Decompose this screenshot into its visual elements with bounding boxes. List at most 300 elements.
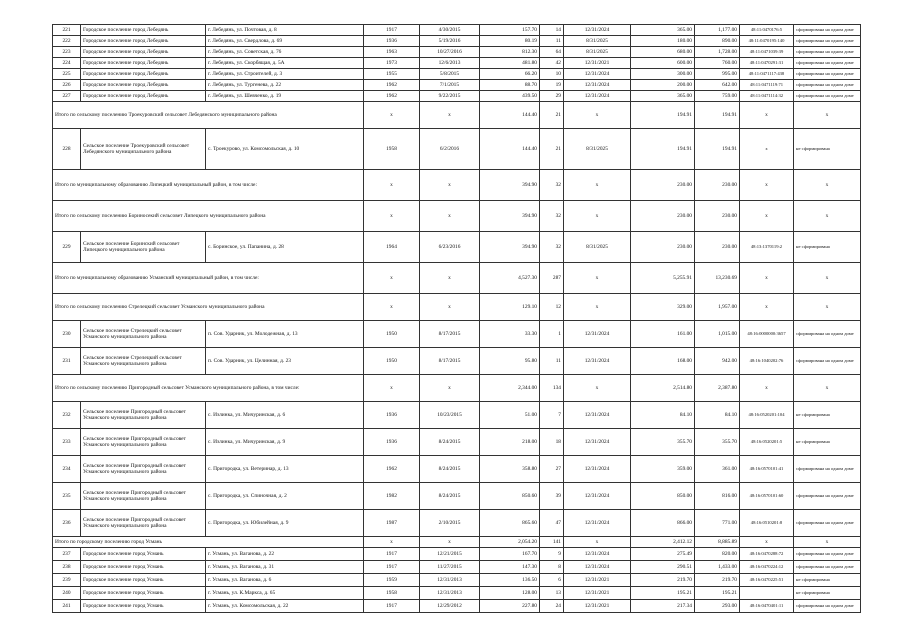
table-cell xyxy=(740,587,794,600)
table-cell: 4/30/2015 xyxy=(420,25,480,36)
total-cell: x xyxy=(740,263,794,294)
table-cell: 680.00 xyxy=(631,47,695,58)
table-cell: 394.90 xyxy=(480,232,540,263)
table-cell: с. Излинка, ул. Мичуринская, д. 9 xyxy=(206,429,364,456)
table-cell: 12/31/2024 xyxy=(564,510,631,537)
table-cell: 48:11:0470291:31 xyxy=(740,58,794,69)
table-cell: 228 xyxy=(53,129,81,170)
table-row xyxy=(53,69,861,80)
table-row xyxy=(53,321,861,348)
total-cell: x xyxy=(364,375,420,402)
table-cell: 1982 xyxy=(364,483,420,510)
table-cell: 8/24/2015 xyxy=(420,456,480,483)
table-cell: 890.00 xyxy=(695,36,740,47)
table-cell: 9/22/2015 xyxy=(420,91,480,102)
table-cell: 48:11:0471114:32 xyxy=(740,91,794,102)
total-row xyxy=(53,102,861,129)
table-cell: 230 xyxy=(53,321,81,348)
table-cell: 481.80 xyxy=(480,58,540,69)
table-cell: 5/19/2016 xyxy=(420,36,480,47)
table-cell: 194.91 xyxy=(631,129,695,170)
table-cell: 241 xyxy=(53,600,81,613)
total-cell: x xyxy=(364,102,420,129)
total-cell: 2,514.80 xyxy=(631,375,695,402)
table-cell: 48:16:0470224:12 xyxy=(740,561,794,574)
table-cell: не сформирована xyxy=(794,129,861,170)
table-cell: 1950 xyxy=(364,321,420,348)
total-cell: 129.10 xyxy=(480,294,540,321)
table-cell: п. Сов. Ударник, ул. Целинная, д. 23 xyxy=(206,348,364,375)
table-cell: 48:16:0570101:60 xyxy=(740,483,794,510)
table-row xyxy=(53,510,861,537)
total-cell: x xyxy=(420,263,480,294)
table-cell: 1973 xyxy=(364,58,420,69)
table-cell: 5/8/2015 xyxy=(420,69,480,80)
table-cell: 21 xyxy=(540,129,564,170)
table-cell: 439.50 xyxy=(480,91,540,102)
table-cell: 2/10/2015 xyxy=(420,510,480,537)
table-cell: 88.70 xyxy=(480,80,540,91)
table-cell: не сформирована xyxy=(794,574,861,587)
table-cell: 1958 xyxy=(364,129,420,170)
table-cell: 12/29/2012 xyxy=(420,600,480,613)
total-cell: 194.91 xyxy=(631,102,695,129)
table-cell: 237 xyxy=(53,548,81,561)
total-cell: 13,230.69 xyxy=(695,263,740,294)
table-cell: 1987 xyxy=(364,510,420,537)
table-cell: 236 xyxy=(53,510,81,537)
table-cell: 1950 xyxy=(364,348,420,375)
table-cell: 293.00 xyxy=(695,600,740,613)
table-cell: 48:16:0520201:104 xyxy=(740,402,794,429)
table-cell: 355.70 xyxy=(695,429,740,456)
table-cell: 48:11:0470195:140 xyxy=(740,36,794,47)
table-cell: сформирована на одном доме xyxy=(794,80,861,91)
total-cell: x xyxy=(564,170,631,201)
total-cell: 194.91 xyxy=(695,102,740,129)
table-cell: 227.80 xyxy=(480,600,540,613)
table-cell: 12/31/2024 xyxy=(564,321,631,348)
table-cell: x xyxy=(740,129,794,170)
total-cell: x xyxy=(794,537,861,548)
total-cell: x xyxy=(794,375,861,402)
table-cell: 1955 xyxy=(364,69,420,80)
table-cell: 48:11:0470176:5 xyxy=(740,25,794,36)
total-label: Итого по сельскому поселению Пригородный сельсовет Усманского муниципального района, в том числе: xyxy=(53,375,364,402)
table-cell: 161.00 xyxy=(631,321,695,348)
total-cell: 2,387.80 xyxy=(695,375,740,402)
table-cell: 8/24/2015 xyxy=(420,429,480,456)
total-cell: 2,344.00 xyxy=(480,375,540,402)
table-cell: с. Пригородка, ул. Спиночная, д. 2 xyxy=(206,483,364,510)
table-row xyxy=(53,58,861,69)
table-cell: сформирована на одном доме xyxy=(794,483,861,510)
table-cell: сформирована на одном доме xyxy=(794,548,861,561)
table-row xyxy=(53,456,861,483)
table-row xyxy=(53,548,861,561)
table-cell: 217.34 xyxy=(631,600,695,613)
total-cell: x xyxy=(564,102,631,129)
table-cell: сформирована на одном доме xyxy=(794,91,861,102)
total-label: Итого по сельскому поселению Стрелецкий сельсовет Усманского муниципального района xyxy=(53,294,364,321)
total-cell: x xyxy=(794,201,861,232)
total-label: Итого по муниципальному образованию Усманский муниципальный район, в том числе: xyxy=(53,263,364,294)
table-cell: 195.21 xyxy=(695,587,740,600)
table-row xyxy=(53,80,861,91)
table-cell: 8/31/2025 xyxy=(564,36,631,47)
table-cell: Городское поселение город Усмань xyxy=(81,561,206,574)
table-cell: г. Усмань, ул. Комсомольская, д. 22 xyxy=(206,600,364,613)
table-cell: 12/21/2015 xyxy=(420,548,480,561)
table-cell: Городское поселение город Усмань xyxy=(81,574,206,587)
table-cell: 12/31/2021 xyxy=(564,600,631,613)
table-cell: 42 xyxy=(540,58,564,69)
total-cell: x xyxy=(740,294,794,321)
table-cell: 200.00 xyxy=(631,80,695,91)
table-cell: 1962 xyxy=(364,91,420,102)
table-cell: 12/31/2013 xyxy=(420,574,480,587)
total-cell: x xyxy=(420,375,480,402)
table-cell: 1917 xyxy=(364,600,420,613)
table-cell: Сельское поселение Боринский сельсовет Липецкого муниципального района xyxy=(81,232,206,263)
total-cell: x xyxy=(564,201,631,232)
table-cell: 48:16:0470401:11 xyxy=(740,600,794,613)
table-cell: 233 xyxy=(53,429,81,456)
table-cell: 136.50 xyxy=(480,574,540,587)
table-cell: г. Лебедянь, ул. Строителей, д. 3 xyxy=(206,69,364,80)
table-cell: сформирована на одном доме xyxy=(794,600,861,613)
table-cell: 48:16:1040202:76 xyxy=(740,348,794,375)
table-cell: сформирована на одном доме xyxy=(794,561,861,574)
table-cell: 1917 xyxy=(364,548,420,561)
total-cell: 141 xyxy=(540,537,564,548)
table-cell: 12/31/2024 xyxy=(564,25,631,36)
table-cell: с. Излинка, ул. Мичуринская, д. 6 xyxy=(206,402,364,429)
total-cell: 329.00 xyxy=(631,294,695,321)
table-cell: сформирована на одном доме xyxy=(794,69,861,80)
total-cell: 8,885.89 xyxy=(695,537,740,548)
total-cell: 394.90 xyxy=(480,170,540,201)
table-cell: сформирована на одном доме xyxy=(794,348,861,375)
table-row xyxy=(53,91,861,102)
table-cell: 218.00 xyxy=(480,429,540,456)
table-cell: сформирована на одном доме xyxy=(794,321,861,348)
table-body xyxy=(53,25,861,613)
table-cell: 19 xyxy=(540,80,564,91)
total-row xyxy=(53,294,861,321)
table-cell: 24 xyxy=(540,600,564,613)
table-cell: 1,728.00 xyxy=(695,47,740,58)
table-cell: 6/2/2016 xyxy=(420,129,480,170)
table-cell: 48:11:0471117:438 xyxy=(740,69,794,80)
table-cell: 12/31/2024 xyxy=(564,456,631,483)
table-cell: 9 xyxy=(540,548,564,561)
total-cell: 394.90 xyxy=(480,201,540,232)
table-cell: с. Пригородка, ул. Юбилейная, д. 9 xyxy=(206,510,364,537)
table-cell: 1964 xyxy=(364,232,420,263)
table-cell: 240 xyxy=(53,587,81,600)
table-cell: 231 xyxy=(53,348,81,375)
table-row xyxy=(53,429,861,456)
table-cell: 995.00 xyxy=(695,69,740,80)
table-cell: 180.00 xyxy=(631,36,695,47)
table-cell: 760.00 xyxy=(695,58,740,69)
table-cell: 365.00 xyxy=(631,91,695,102)
table-cell: сформирована на одном доме xyxy=(794,510,861,537)
table-cell: 39 xyxy=(540,483,564,510)
table-cell: 12/31/2024 xyxy=(564,483,631,510)
table-cell: Городское поселение город Лебедянь xyxy=(81,58,206,69)
table-cell: 47 xyxy=(540,510,564,537)
table-cell: 12/31/2024 xyxy=(564,80,631,91)
total-cell: x xyxy=(564,537,631,548)
table-cell: 223 xyxy=(53,47,81,58)
table-cell: Сельское поселение Пригородный сельсовет Усманского муниципального района xyxy=(81,429,206,456)
table-cell: 12/31/2024 xyxy=(564,429,631,456)
table-cell: 48:16:0510201:8 xyxy=(740,510,794,537)
table-cell: 48:16:0470288:72 xyxy=(740,548,794,561)
table-cell: 12/31/2021 xyxy=(564,587,631,600)
table-row xyxy=(53,574,861,587)
table-cell: Городское поселение город Усмань xyxy=(81,587,206,600)
table-cell: 1,177.00 xyxy=(695,25,740,36)
total-cell: x xyxy=(740,375,794,402)
total-cell: 230.00 xyxy=(631,170,695,201)
table-cell: 8/31/2025 xyxy=(564,47,631,58)
table-cell: с. Троекурово, ул. Комсомольская, д. 10 xyxy=(206,129,364,170)
total-cell: 230.00 xyxy=(631,201,695,232)
table-cell: 226 xyxy=(53,80,81,91)
table-cell: 1959 xyxy=(364,574,420,587)
table-cell: 359.00 xyxy=(631,456,695,483)
table-cell: г. Лебедянь, ул. Почтовая, д. 8 xyxy=(206,25,364,36)
table-cell: Городское поселение город Лебедянь xyxy=(81,47,206,58)
table-cell: 10 xyxy=(540,69,564,80)
table-cell: Сельское поселение Пригородный сельсовет Усманского муниципального района xyxy=(81,510,206,537)
total-label: Итого по городскому поселению город Усмань xyxy=(53,537,364,548)
total-cell: x xyxy=(364,170,420,201)
table-cell: 1917 xyxy=(364,561,420,574)
table-cell: 642.00 xyxy=(695,80,740,91)
table-row xyxy=(53,348,861,375)
table-cell: 7/1/2015 xyxy=(420,80,480,91)
table-cell: 144.40 xyxy=(480,129,540,170)
table-cell: 48:11:0471039:39 xyxy=(740,47,794,58)
total-cell: x xyxy=(740,170,794,201)
table-cell: п. Сов. Ударник, ул. Молодежная, д. 13 xyxy=(206,321,364,348)
table-cell: 147.30 xyxy=(480,561,540,574)
table-cell: 168.00 xyxy=(631,348,695,375)
table-cell: сформирована на одном доме xyxy=(794,47,861,58)
table-cell: сформирована на одном доме xyxy=(794,25,861,36)
table-cell: 850.00 xyxy=(631,483,695,510)
table-cell: г. Лебедянь, ул. Свердлова, д. 69 xyxy=(206,36,364,47)
table-cell: 10/23/2015 xyxy=(420,402,480,429)
table-cell: 32 xyxy=(540,232,564,263)
table-cell: 128.00 xyxy=(480,587,540,600)
total-cell: x xyxy=(364,537,420,548)
total-cell: 32 xyxy=(540,201,564,232)
table-cell: 290.51 xyxy=(631,561,695,574)
table-cell: 84.10 xyxy=(631,402,695,429)
table-cell: Сельское поселение Пригородный сельсовет Усманского муниципального района xyxy=(81,402,206,429)
total-cell: x xyxy=(364,263,420,294)
total-cell: x xyxy=(364,201,420,232)
table-cell: 224 xyxy=(53,58,81,69)
total-cell: 4,527.30 xyxy=(480,263,540,294)
table-cell: 1936 xyxy=(364,36,420,47)
table-cell: 225 xyxy=(53,69,81,80)
table-cell: 1936 xyxy=(364,402,420,429)
table-cell: 759.00 xyxy=(695,91,740,102)
table-cell: 11/27/2015 xyxy=(420,561,480,574)
table-cell: 1,015.00 xyxy=(695,321,740,348)
total-cell: x xyxy=(740,102,794,129)
table-cell: не сформирована xyxy=(794,402,861,429)
total-cell: 134 xyxy=(540,375,564,402)
total-cell: 32 xyxy=(540,170,564,201)
table-cell: 230.00 xyxy=(695,232,740,263)
table-cell: 48:16:0570101:41 xyxy=(740,456,794,483)
table-cell: 48:16:0000000:3657 xyxy=(740,321,794,348)
table-cell: 48:11:0471119:71 xyxy=(740,80,794,91)
table-cell: 8/17/2015 xyxy=(420,348,480,375)
table-cell: 6/23/2016 xyxy=(420,232,480,263)
table-cell: 194.91 xyxy=(695,129,740,170)
table-cell: 230.00 xyxy=(631,232,695,263)
total-cell: x xyxy=(740,537,794,548)
table-cell: Сельское поселение Пригородный сельсовет Усманского муниципального района xyxy=(81,456,206,483)
total-cell: x xyxy=(794,102,861,129)
table-cell: 600.00 xyxy=(631,58,695,69)
total-cell: x xyxy=(564,263,631,294)
total-cell: 144.40 xyxy=(480,102,540,129)
table-cell: 239 xyxy=(53,574,81,587)
total-cell: x xyxy=(564,375,631,402)
table-cell: не сформирована xyxy=(794,429,861,456)
table-cell: г. Усмань, ул. Ваганова, д. 6 xyxy=(206,574,364,587)
table-cell: 358.80 xyxy=(480,456,540,483)
table-row xyxy=(53,483,861,510)
table-cell: г. Усмань, ул. К.Маркса, д. 65 xyxy=(206,587,364,600)
table-cell: 1958 xyxy=(364,587,420,600)
table-row xyxy=(53,47,861,58)
total-label: Итого по муниципальному образованию Липецкий муниципальный район, в том числе: xyxy=(53,170,364,201)
table-cell: 157.70 xyxy=(480,25,540,36)
total-label: Итого по сельскому поселению Бориносекий сельсовет Липецкого муниципального района xyxy=(53,201,364,232)
table-cell: 866.00 xyxy=(631,510,695,537)
total-cell: 287 xyxy=(540,263,564,294)
total-cell: x xyxy=(794,263,861,294)
total-row xyxy=(53,170,861,201)
table-cell: 361.00 xyxy=(695,456,740,483)
table-cell: г. Лебедянь, ул. Скорбящая, д. 5А xyxy=(206,58,364,69)
table-cell: 7 xyxy=(540,402,564,429)
total-cell: x xyxy=(420,170,480,201)
table-cell: 12/31/2013 xyxy=(420,587,480,600)
total-cell: 2,412.12 xyxy=(631,537,695,548)
total-cell: x xyxy=(364,294,420,321)
table-cell: Сельское поселение Пригородный сельсовет Усманского муниципального района xyxy=(81,483,206,510)
total-row xyxy=(53,537,861,548)
total-cell: x xyxy=(794,294,861,321)
table-cell: 14 xyxy=(540,25,564,36)
table-cell: сформирована на одном доме xyxy=(794,58,861,69)
table-cell: 64 xyxy=(540,47,564,58)
table-cell: 12/31/2024 xyxy=(564,69,631,80)
table-row xyxy=(53,25,861,36)
table-cell: 8/24/2015 xyxy=(420,483,480,510)
table-cell: 13 xyxy=(540,587,564,600)
table-cell: Сельское поселение Стрелецкий сельсовет Усманского муниципального района xyxy=(81,321,206,348)
table-cell: 365.00 xyxy=(631,25,695,36)
table-cell: 238 xyxy=(53,561,81,574)
total-label: Итого по сельскому поселению Троекуровский сельсовет Лебедянского муниципального района xyxy=(53,102,364,129)
total-cell: 12 xyxy=(540,294,564,321)
table-cell: 235 xyxy=(53,483,81,510)
total-cell: x xyxy=(420,201,480,232)
table-cell: 222 xyxy=(53,36,81,47)
table-cell: 850.60 xyxy=(480,483,540,510)
table-cell: не сформирована xyxy=(794,232,861,263)
table-cell: сформирована на одном доме xyxy=(794,36,861,47)
total-cell: 1,957.00 xyxy=(695,294,740,321)
table-cell: 11 xyxy=(540,348,564,375)
table-cell: 84.10 xyxy=(695,402,740,429)
table-cell: 12/31/2021 xyxy=(564,574,631,587)
table-cell: 275.49 xyxy=(631,548,695,561)
housing-registry-table xyxy=(52,24,861,613)
table-cell: 234 xyxy=(53,456,81,483)
table-cell: 942.00 xyxy=(695,348,740,375)
table-cell: Городское поселение город Лебедянь xyxy=(81,36,206,47)
table-cell: 865.60 xyxy=(480,510,540,537)
table-cell: 48:16:0520201:5 xyxy=(740,429,794,456)
total-cell: x xyxy=(564,294,631,321)
table-cell: 12/31/2024 xyxy=(564,548,631,561)
table-row xyxy=(53,232,861,263)
table-cell: Городское поселение город Усмань xyxy=(81,600,206,613)
table-cell: Сельское поселение Троекуровский сельсовет Лебедянского муниципального района xyxy=(81,129,206,170)
table-cell: 48:13:1370119:2 xyxy=(740,232,794,263)
table-cell: 95.80 xyxy=(480,348,540,375)
table-cell: 219.70 xyxy=(631,574,695,587)
table-cell: г. Усмань, ул. Ваганова, д. 22 xyxy=(206,548,364,561)
table-cell: 167.70 xyxy=(480,548,540,561)
table-row xyxy=(53,600,861,613)
total-cell: x xyxy=(740,201,794,232)
total-cell: 230.00 xyxy=(695,201,740,232)
total-cell: x xyxy=(794,170,861,201)
table-cell: 18 xyxy=(540,429,564,456)
table-row xyxy=(53,129,861,170)
table-cell: 1,433.00 xyxy=(695,561,740,574)
total-row xyxy=(53,263,861,294)
table-cell: 1936 xyxy=(364,429,420,456)
table-cell: 12/6/2013 xyxy=(420,58,480,69)
table-cell: сформирована на одном доме xyxy=(794,456,861,483)
table-cell: с. Боринское, ул. Папанина, д. 28 xyxy=(206,232,364,263)
table-cell: 1962 xyxy=(364,456,420,483)
table-cell: 1 xyxy=(540,321,564,348)
table-cell: не сформирована xyxy=(794,587,861,600)
table-cell: 232 xyxy=(53,402,81,429)
table-cell: г. Лебедянь, ул. Шевченко, д. 19 xyxy=(206,91,364,102)
table-cell: г. Лебедянь, ул. Советская, д. 76 xyxy=(206,47,364,58)
table-cell: 11 xyxy=(540,36,564,47)
table-cell: 12/31/2024 xyxy=(564,348,631,375)
table-cell: Городское поселение город Лебедянь xyxy=(81,69,206,80)
